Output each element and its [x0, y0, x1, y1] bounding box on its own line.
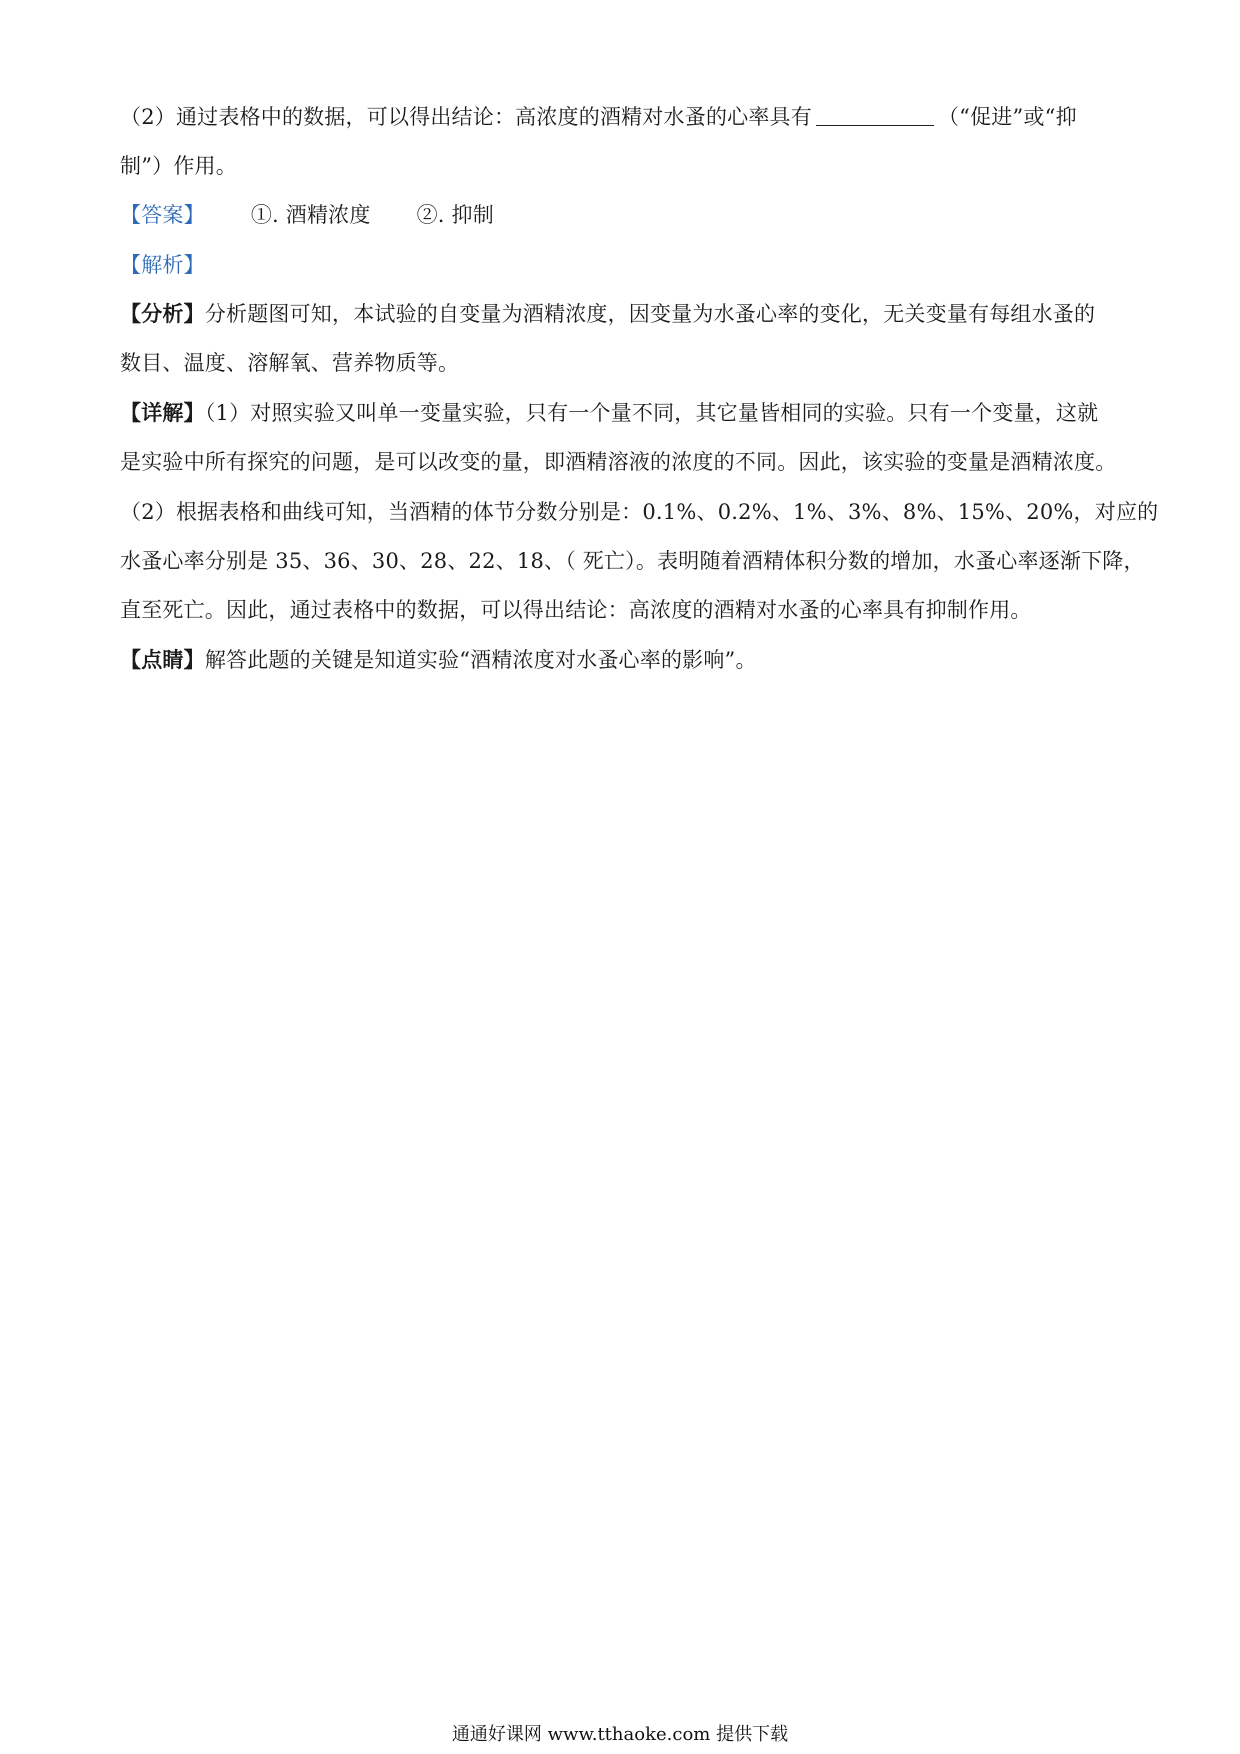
xiangjie-line-2 [120, 447, 1130, 477]
answer-line [120, 200, 1130, 230]
fenxi-line-2 [120, 348, 1130, 378]
fenxi-text: 分析题图可知，本试验的自变量为酒精浓度，因变量为水蚤心率的变化，无关变量有每组水蚤的 [204, 302, 1096, 326]
footer-text: 通通好课网 www.tthaoke.com 提供下载 [451, 1724, 789, 1745]
xiangjie-text-2: 是实验中所有探究的问题，是可以改变的量，即酒精溶液的浓度的不同。因此，该实验的变量是酒精浓度。 [120, 450, 1117, 474]
xiangjie-line-5 [120, 595, 1130, 625]
dianjing-tag: 【点睛】 [120, 647, 205, 672]
analysis-tag: 【解析】 [120, 253, 205, 277]
page-footer [0, 1723, 1240, 1747]
xiangjie-line-4 [120, 546, 1145, 576]
xiangjie-tag: 【详解】 [120, 400, 205, 425]
xiangjie-line-3 [120, 497, 1159, 527]
answer-item-2: ②. 抑制 [416, 203, 494, 227]
xiangjie-text-1: （1）对照实验又叫单一变量实验，只有一个量不同，其它量皆相同的实验。只有一个变量，这就 [204, 401, 1099, 425]
analysis-line [120, 250, 1130, 280]
fenxi-tag: 【分析】 [120, 301, 205, 326]
fenxi-text-cont: 数目、温度、溶解氧、营养物质等。 [120, 351, 460, 375]
fenxi-line-1 [120, 299, 1130, 329]
dianjing-text: 解答此题的关键是知道实验“酒精浓度对水蚤心率的影响”。 [204, 648, 757, 672]
xiangjie-text-3: （2）根据表格和曲线可知，当酒精的体节分数分别是：0.1%、0.2%、1%、3%、8%、15%、20%，对应的 [120, 500, 1159, 524]
question-2-text: （2）通过表格中的数据，可以得出结论：高浓度的酒精对水蚤的心率具有 [120, 105, 812, 129]
answer-tag: 【答案】 [120, 203, 205, 227]
question-2-options: （“促进”或“抑 [937, 105, 1077, 129]
xiangjie-text-4: 水蚤心率分别是 35、36、30、28、22、18、（ 死亡）。表明随着酒精体积分数的增加，水蚤心率逐渐下降， [120, 549, 1145, 573]
xiangjie-text-5: 直至死亡。因此，通过表格中的数据，可以得出结论：高浓度的酒精对水蚤的心率具有抑制作用。 [120, 598, 1032, 622]
question-2-line-2 [120, 151, 1130, 181]
question-2-text-cont: 制”）作用。 [120, 154, 237, 178]
dianjing-line [120, 645, 1130, 675]
answer-blank [816, 105, 934, 126]
question-2-line-1 [120, 102, 1130, 132]
xiangjie-line-1 [120, 398, 1130, 428]
answer-item-1: ①. 酒精浓度 [250, 203, 371, 227]
